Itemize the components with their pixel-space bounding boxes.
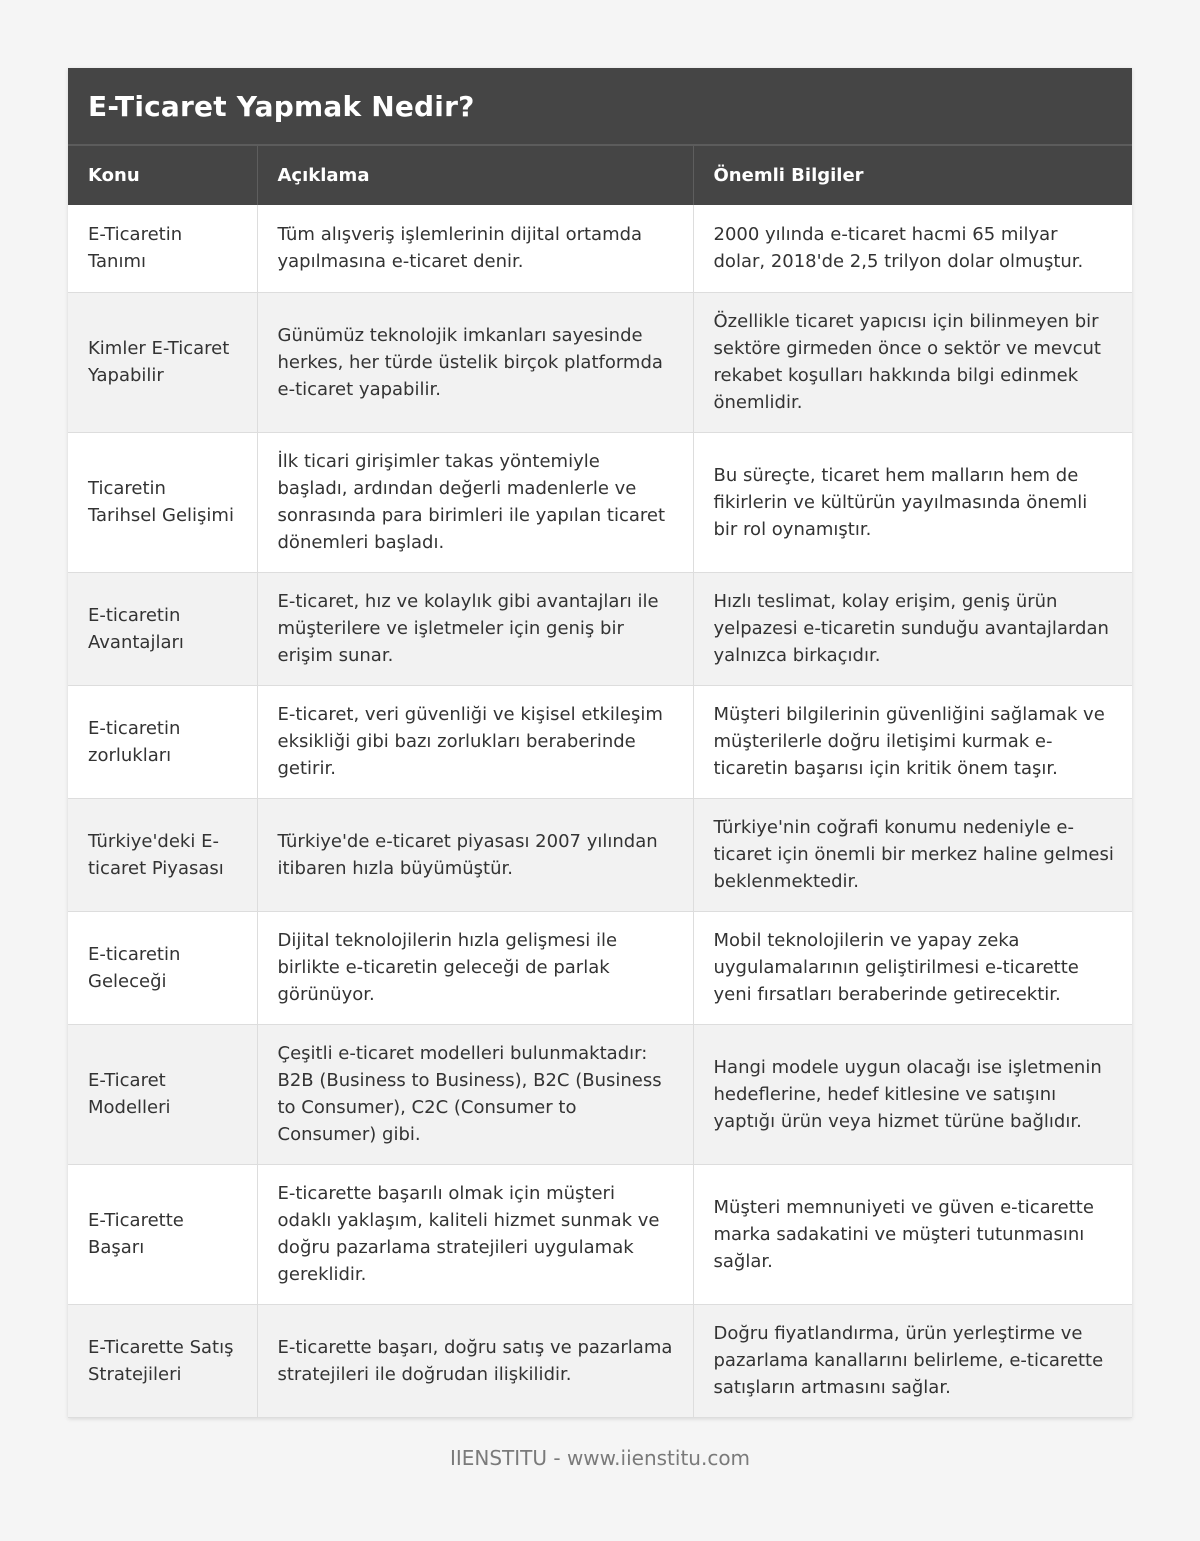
table-row [68, 1304, 1132, 1417]
cell-aciklama: Türkiye'de e-ticaret piyasası 2007 yılından itibaren hızla büyümüştür. [257, 798, 693, 911]
table-row [68, 205, 1132, 292]
column-header-onemli-bilgiler: Önemli Bilgiler [693, 145, 1132, 205]
table-row [68, 1024, 1132, 1164]
cell-konu: E-ticaretin zorlukları [68, 685, 257, 798]
cell-konu: E-ticaretin Geleceği [68, 911, 257, 1024]
table-row [68, 1164, 1132, 1304]
cell-onemli-bilgiler: Müşteri memnuniyeti ve güven e-ticarette marka sadakatini ve müşteri tutunmasını sağlar. [693, 1164, 1132, 1304]
title-bar [68, 68, 1132, 144]
info-table [68, 144, 1132, 1418]
table-body [68, 205, 1132, 1417]
cell-konu: E-ticaretin Avantajları [68, 572, 257, 685]
footer-credit: IIENSTITU - www.iienstitu.com [449, 1446, 751, 1470]
cell-onemli-bilgiler: Özellikle ticaret yapıcısı için bilinmeyen bir sektöre girmeden önce o sektör ve mevcut rekabet koşulları hakkında bilgi edinmek önemlidir. [693, 292, 1132, 432]
table-row [68, 685, 1132, 798]
column-header-konu: Konu [68, 145, 257, 205]
table-row [68, 572, 1132, 685]
cell-onemli-bilgiler: Müşteri bilgilerinin güvenliğini sağlamak ve müşterilerle doğru iletişimi kurmak e-ticaretin başarısı için kritik önem taşır. [693, 685, 1132, 798]
cell-konu: E-Ticaret Modelleri [68, 1024, 257, 1164]
page-title: E-Ticaret Yapmak Nedir? [88, 89, 475, 123]
header-row [68, 145, 1132, 205]
cell-aciklama: E-ticaret, hız ve kolaylık gibi avantajları ile müşterilere ve işletmeler için geniş bir erişim sunar. [257, 572, 693, 685]
cell-onemli-bilgiler: 2000 yılında e-ticaret hacmi 65 milyar dolar, 2018'de 2,5 trilyon dolar olmuştur. [693, 205, 1132, 292]
cell-konu: E-Ticarette Başarı [68, 1164, 257, 1304]
cell-onemli-bilgiler: Mobil teknolojilerin ve yapay zeka uygulamalarının geliştirilmesi e-ticarette yeni fırsatları beraberinde getirecektir. [693, 911, 1132, 1024]
table-row [68, 911, 1132, 1024]
cell-konu: E-Ticarette Satış Stratejileri [68, 1304, 257, 1417]
cell-aciklama: Tüm alışveriş işlemlerinin dijital ortamda yapılmasına e-ticaret denir. [257, 205, 693, 292]
cell-aciklama: Çeşitli e-ticaret modelleri bulunmaktadır: B2B (Business to Business), B2C (Business to Consumer), C2C (Consumer to Consumer) gibi. [257, 1024, 693, 1164]
cell-konu: Türkiye'deki E-ticaret Piyasası [68, 798, 257, 911]
column-header-aciklama: Açıklama [257, 145, 693, 205]
cell-onemli-bilgiler: Bu süreçte, ticaret hem malların hem de fikirlerin ve kültürün yayılmasında önemli bir rol oynamıştır. [693, 432, 1132, 572]
cell-onemli-bilgiler: Hızlı teslimat, kolay erişim, geniş ürün yelpazesi e-ticaretin sunduğu avantajlardan yalnızca birkaçıdır. [693, 572, 1132, 685]
cell-onemli-bilgiler: Türkiye'nin coğrafi konumu nedeniyle e-ticaret için önemli bir merkez haline gelmesi beklenmektedir. [693, 798, 1132, 911]
cell-onemli-bilgiler: Hangi modele uygun olacağı ise işletmenin hedeflerine, hedef kitlesine ve satışını yaptığı ürün veya hizmet türüne bağlıdır. [693, 1024, 1132, 1164]
cell-aciklama: E-ticarette başarılı olmak için müşteri odaklı yaklaşım, kaliteli hizmet sunmak ve doğru pazarlama stratejileri uygulamak gereklidir. [257, 1164, 693, 1304]
cell-konu: Ticaretin Tarihsel Gelişimi [68, 432, 257, 572]
cell-konu: E-Ticaretin Tanımı [68, 205, 257, 292]
table-header [68, 145, 1132, 205]
cell-aciklama: Günümüz teknolojik imkanları sayesinde herkes, her türde üstelik birçok platformda e-ticaret yapabilir. [257, 292, 693, 432]
table-row [68, 798, 1132, 911]
cell-onemli-bilgiler: Doğru fiyatlandırma, ürün yerleştirme ve pazarlama kanallarını belirleme, e-ticarette satışların artmasını sağlar. [693, 1304, 1132, 1417]
table-row [68, 432, 1132, 572]
cell-aciklama: Dijital teknolojilerin hızla gelişmesi ile birlikte e-ticaretin geleceği de parlak görünüyor. [257, 911, 693, 1024]
content-card [68, 68, 1132, 1418]
table-row [68, 292, 1132, 432]
cell-aciklama: İlk ticari girişimler takas yöntemiyle başladı, ardından değerli madenlerle ve sonrasında para birimleri ile yapılan ticaret dönemleri başladı. [257, 432, 693, 572]
cell-aciklama: E-ticaret, veri güvenliği ve kişisel etkileşim eksikliği gibi bazı zorlukları beraberinde getirir. [257, 685, 693, 798]
cell-konu: Kimler E-Ticaret Yapabilir [68, 292, 257, 432]
cell-aciklama: E-ticarette başarı, doğru satış ve pazarlama stratejileri ile doğrudan ilişkilidir. [257, 1304, 693, 1417]
